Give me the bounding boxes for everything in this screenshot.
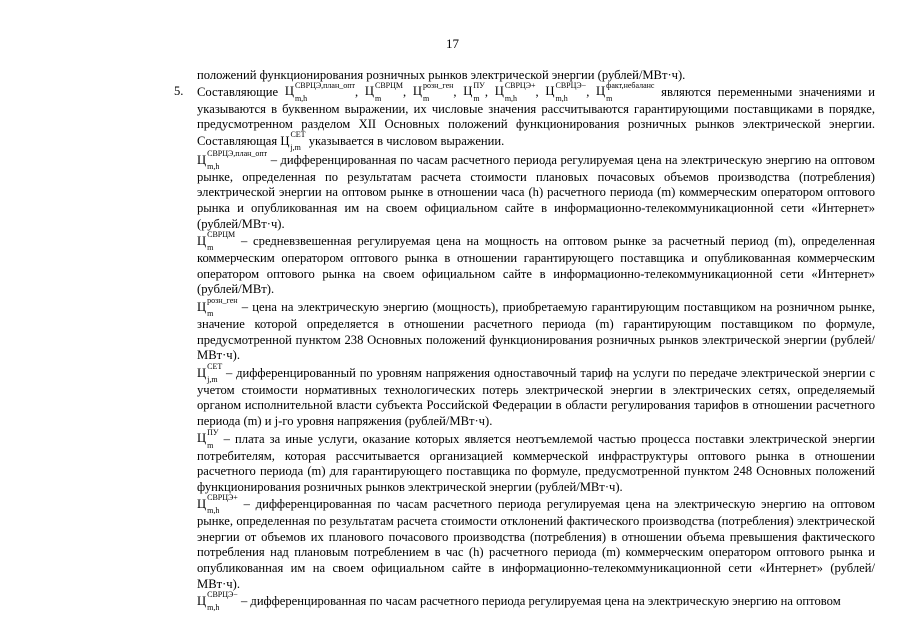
definition-paragraph bbox=[197, 361, 875, 430]
formula-symbol: Ц розн_ген m bbox=[197, 295, 238, 318]
definition-paragraph bbox=[197, 295, 875, 364]
page-body bbox=[174, 68, 876, 613]
formula-symbol: Ц СВРЦЭ,план_опт m,h bbox=[284, 80, 356, 103]
definition-text: – дифференцированная по часам расчетного периода регулируемая цена на электрическую энергию на оптовом bbox=[237, 594, 841, 609]
formula-symbol: Ц СВРЦМ m bbox=[197, 230, 236, 253]
formula-symbol: Ц факт,небаланс m bbox=[596, 80, 655, 103]
definition-paragraph bbox=[197, 590, 875, 613]
formula-symbol: Ц СВРЦЭ,план_опт m,h bbox=[197, 148, 268, 171]
definition-text: – дифференцированный по уровням напряжения одноставочный тариф на услуги по передаче электрической энергии с учетом стоимости нормативных технологических потерь электрической энергии в электрических сетях, определяемый органом исполнительной власти субъекта Российской Федерации в области регулирования тарифов в отношении расчетного периода (m) и j-го уровня напряжения (рублей/МВт·ч). bbox=[197, 365, 875, 428]
item-5-text: являются переменными значениями и указываются в буквенном выражении, их числовые значения рассчитываются гарантирующими поставщиками в порядке, предусмотренном разделом XII Основных положений функционирования розничных рынков электрической энергии. Составляющая bbox=[197, 84, 876, 148]
definition-text: – дифференцированная по часам расчетного периода регулируемая цена на электрическую энергию на оптовом рынке, определенная по результатам расчета стоимости плановых почасовых объемов производства (потребления) электрической энергии на оптовом рынке в отношении часа (h) расчетного периода (m) коммерческим оператором оптового рынка и опубликованная им на своем официальном сайте в информационно-телекоммуникационной сети «Интернет» (рублей/МВт·ч). bbox=[197, 152, 875, 231]
page-number: 17 bbox=[446, 36, 459, 51]
formula-symbol: Ц СВРЦЭ− m,h bbox=[197, 590, 238, 613]
formula-symbol: Ц СВРЦЭ+ m,h bbox=[494, 80, 536, 103]
formula-symbol: Ц СЕТ j,m bbox=[197, 361, 223, 384]
definition-paragraph bbox=[197, 493, 875, 592]
formula-symbol: Ц ПУ m bbox=[463, 80, 485, 103]
item-number: 5. bbox=[174, 83, 184, 98]
formula-symbol: Ц СВРЦЭ− m,h bbox=[545, 80, 587, 103]
definition-text: – плата за иные услуги, оказание которых является неотъемлемой частью процесса поставки электрической энергии потребителям, которая рассчитывается организацией коммерческой инфраструктуры оптового рынка в отношении расчетного периода (m) для гарантирующего поставщика по формуле, предусмотренной пунктом 248 Основных положений функционирования розничных рынков электрической энергии (рублей/МВт·ч). bbox=[197, 431, 875, 494]
definition-text: – средневзвешенная регулируемая цена на мощность на оптовом рынке за расчетный период (m), определенная коммерческим оператором оптового рынка в отношении гарантирующего поставщика и опубликованная коммерческим оператором оптового рынка на своем официальном сайте в информационно-телекоммуникационной сети «Интернет» (рублей/МВт). bbox=[197, 234, 875, 297]
intro-paragraph-tail: положений функционирования розничных рынков электрической энергии (рублей/МВт·ч). bbox=[197, 68, 686, 82]
formula-symbol: Ц розн_ген m bbox=[412, 80, 454, 103]
definition-paragraph bbox=[197, 148, 875, 232]
definition-text: – цена на электрическую энергию (мощность), приобретаемую гарантирующим поставщиком на розничном рынке, значение которой определяется в отношении расчетного периода (m) гарантирующим поставщиком по формуле, предусмотренной пунктом 238 Основных положений функционирования розничных рынков электрической энергии (рублей/МВт·ч). bbox=[197, 299, 875, 363]
definition-paragraph bbox=[197, 230, 875, 298]
definition-text: – дифференцированная по часам расчетного периода регулируемая цена на электрическую энергию на оптовом рынке, определенная по результатам расчета стоимости отклонений фактического производства (потребления) электрической энергии от объемов их планового почасового производства (потребления) в отношении объема превышения фактического потребления над плановым потреблением в час (h) расчетного периода (m) коммерческим оператором оптового рынка и опубликованная им на своем официальном сайте в информационно-телекоммуникационной сети «Интернет» (рублей/МВт·ч). bbox=[197, 497, 875, 591]
item-5-symbol-list: Ц СВРЦЭ,план_опт m,h , Ц СВРЦМ m , Ц розн_ген m , Ц ПУ m , Ц СВРЦЭ+ m,h , Ц СВРЦЭ− m,h , Ц факт,небаланс m bbox=[284, 80, 655, 103]
formula-symbol: Ц ПУ m bbox=[197, 427, 219, 450]
item-5-paragraph bbox=[174, 80, 876, 152]
formula-symbol: Ц СЕТ j,m bbox=[280, 129, 306, 152]
formula-symbol: Ц СВРЦЭ+ m,h bbox=[197, 493, 238, 516]
item-5-lead: Составляющие bbox=[197, 84, 279, 99]
formula-symbol: Ц СВРЦМ m bbox=[364, 80, 403, 103]
definition-paragraph bbox=[197, 427, 875, 496]
item-5-text-end: указывается в числовом выражении. bbox=[305, 133, 505, 148]
